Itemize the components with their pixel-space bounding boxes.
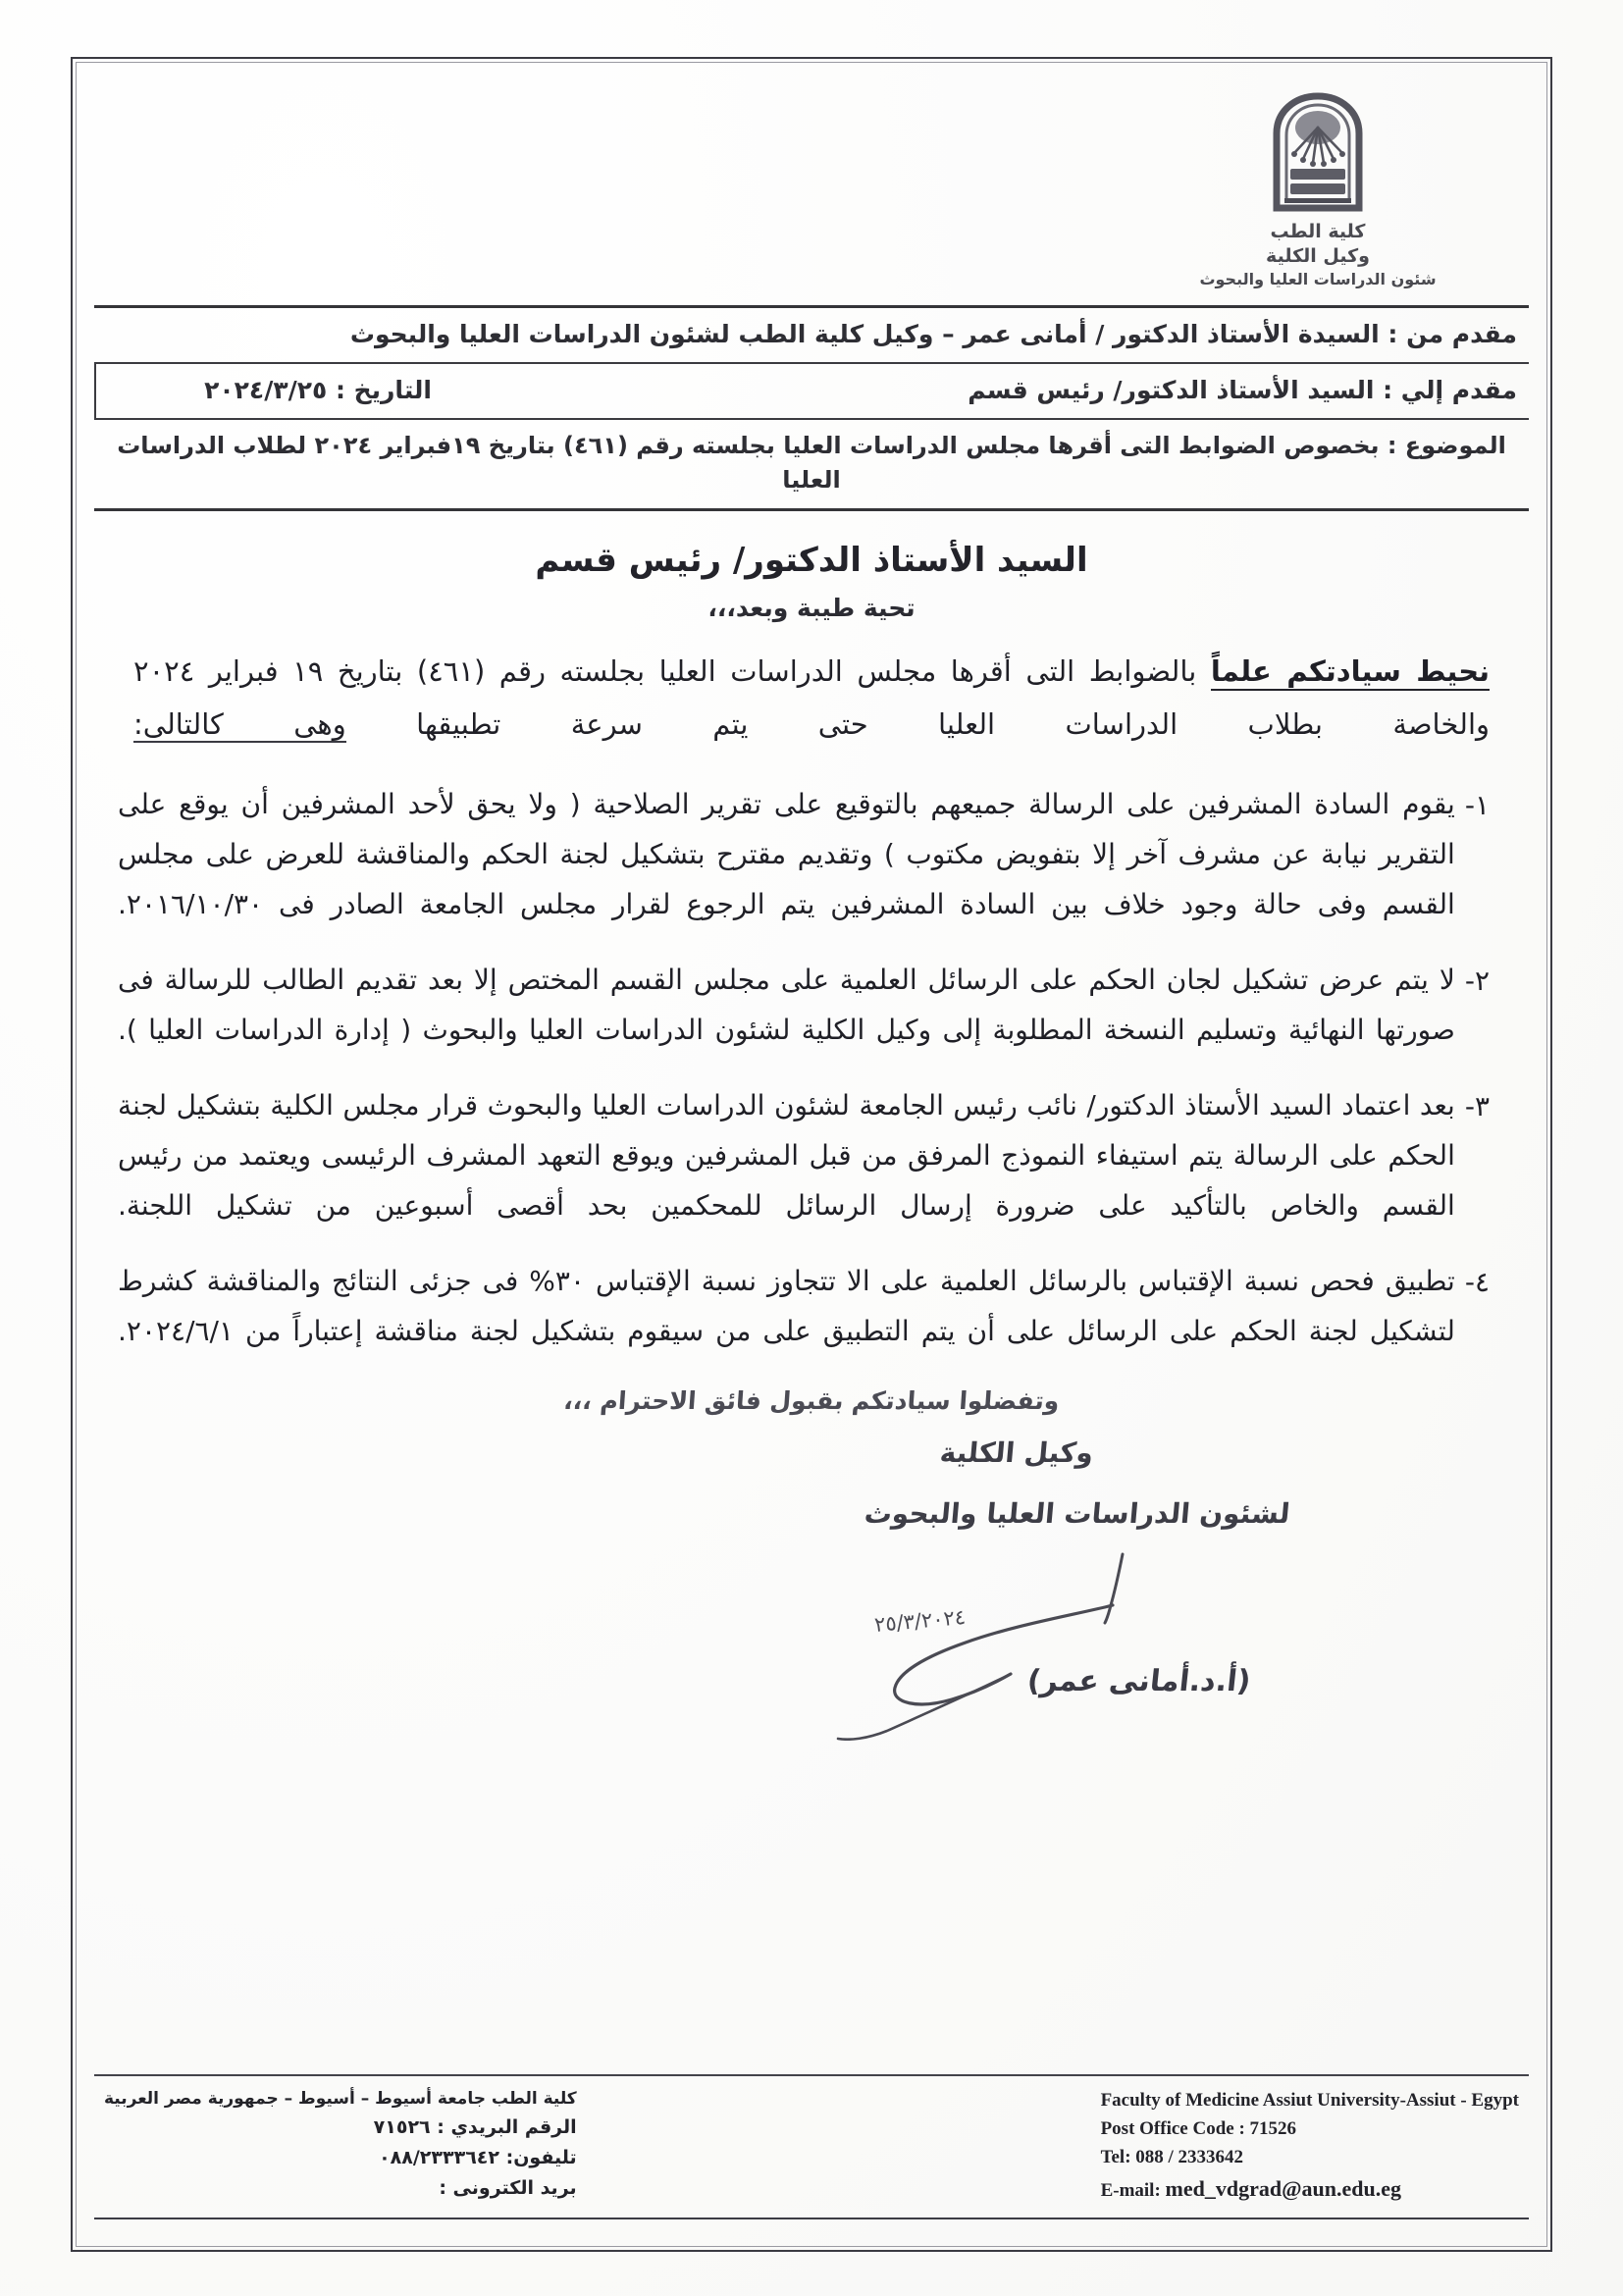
header-row-subject [94, 420, 1529, 508]
header-to-text: مقدم إلي : السيد الأستاذ الدكتور/ رئيس قسم [968, 376, 1517, 405]
footer-email-label: E-mail: [1100, 2179, 1161, 2201]
signature-title: وكيل الكلية [938, 1435, 1095, 1469]
intro-rest: بالضوابط التى أقرها مجلس الدراسات العليا بجلسته رقم (٤٦١) بتاريخ ١٩ فبراير ٢٠٢٤ والخاصة بطلاب الدراسات العليا حتى يتم سرعة تطبيقها [133, 653, 1490, 741]
item-text: تطبيق فحص نسبة الإقتباس بالرسائل العلمية على الا تتجاوز نسبة الإقتباس ٣٠% فى جزئى النتائج والمناقشة كشرط لتشكيل لجنة الحكم على الرسائل على أن يتم التطبيق على من سيقوم بتشكيل لجنة مناقشة إعتباراً من ٢٠٢٤/٦/١. [118, 1264, 1455, 1347]
footer-arabic-block [104, 2086, 577, 2204]
footer-ar-line-1: كلية الطب جامعة أسيوط – أسيوط – جمهورية مصر العربية [104, 2088, 577, 2109]
intro-paragraph [108, 646, 1515, 751]
addressee-line: السيد الأستاذ الدكتور/ رئيس قسم [535, 540, 1088, 580]
footer-divider-bottom [94, 2218, 1529, 2219]
item-number: ١- [1464, 789, 1490, 822]
list-item [118, 956, 1490, 1056]
item-number: ٣- [1464, 1089, 1490, 1122]
header-from-text: مقدم من : السيدة الأستاذ الدكتور / أمانى عمر – وكيل كلية الطب لشئون الدراسات العليا والبحوث [349, 320, 1517, 349]
footer-english-block [1101, 2086, 1519, 2206]
signature-name: (أ.د.أمانى عمر) [1024, 1663, 1252, 1698]
assiut-university-crest-icon [1265, 88, 1371, 214]
letterhead-line-department: شئون الدراسات العليا والبحوث [1199, 270, 1437, 289]
signature-block [108, 1436, 1515, 1750]
letterhead [1107, 75, 1529, 289]
signature-department: لشئون الدراسات العليا والبحوث [863, 1496, 1291, 1530]
intro-tail: وهى كالتالى: [133, 706, 346, 741]
letterhead-line-vicedean: وكيل الكلية [1266, 245, 1370, 268]
item-text: لا يتم عرض تشكيل لجان الحكم على الرسائل العلمية على مجلس القسم المختص إلا بعد تقديم الطالب للرسالة فى صورتها النهائية وتسليم النسخة المطلوبة إلى وكيل الكلية لشئون الدراسات العليا والبحوث ( إدارة الدراسات العليا ). [118, 964, 1455, 1046]
footer-en-line-2: Post Office Code : 71526 [1100, 2118, 1297, 2140]
memo-header-table [94, 305, 1529, 511]
list-item [118, 780, 1490, 930]
signature-date: ٢٥/٣/٢٠٢٤ [873, 1604, 967, 1637]
header-row-from [94, 308, 1529, 364]
letter-body [94, 541, 1529, 1750]
item-text: بعد اعتماد السيد الأستاذ الدكتور/ نائب رئيس الجامعة لشئون الدراسات العليا والبحوث قرار مجلس الكلية بتشكيل لجنة الحكم على الرسالة يتم استيفاء النموذج المرفق من قبل المشرفين ويوقع التعهد المشرف الرئيسى ويعتمد من رئيس القسم والخاص بالتأكيد على ضرورة إرسال الرسائل للمحكمين بحد أقصى أسبوعين من تشكيل اللجنة. [118, 1088, 1455, 1222]
footer-divider-top [94, 2074, 1529, 2076]
item-number: ٤- [1464, 1265, 1490, 1298]
footer-ar-line-3: تليفون: ٠٨٨/٢٣٣٣٦٤٢ [379, 2146, 577, 2168]
intro-emphasis: نحيط سيادتكم علماً [1211, 654, 1490, 691]
regulations-list [108, 780, 1515, 1357]
item-number: ٢- [1464, 965, 1490, 997]
footer-email-row [1101, 2172, 1519, 2206]
header-row-to-date [94, 364, 1529, 420]
greeting-line: تحية طيبة وبعد،،، [707, 593, 916, 622]
header-subject-text: الموضوع : بخصوص الضوابط التى أقرها مجلس الدراسات العليا بجلسته رقم (٤٦١) بتاريخ ١٩فبراير ٢٠٢٤ لطلاب الدراسات العليا [117, 432, 1506, 495]
header-date-text: التاريخ : ٢٠٢٤/٣/٢٥ [94, 364, 444, 418]
footer-email-value[interactable]: med_vdgrad@aun.edu.eg [1165, 2175, 1402, 2201]
item-text: يقوم السادة المشرفين على الرسالة جميعهم بالتوقيع على تقرير الصلاحية ( ولا يحق لأحد المشرفين أن يوقع على التقرير نيابة عن مشرف آخر إلا بتفويض مكتوب ) وتقديم مقترح بتشكيل لجنة الحكم والمناقشة للعرض على مجلس القسم وفى حالة وجود خلاف بين السادة المشرفين يتم الرجوع لقرار مجلس الجامعة الصادر فى ٢٠١٦/١٠/٣٠. [118, 788, 1455, 921]
list-item [118, 1081, 1490, 1231]
handwritten-signature-icon [828, 1544, 1338, 1741]
footer-en-line-3: Tel: 088 / 2333642 [1100, 2147, 1244, 2168]
closing-line: وتفضلوا سيادتكم بقبول فائق الاحترام ،،، [562, 1385, 1061, 1415]
footer-ar-line-2: الرقم البريدي : ٧١٥٢٦ [373, 2116, 577, 2139]
page-footer [94, 2074, 1529, 2219]
footer-ar-line-4: بريد الكترونى : [439, 2176, 577, 2199]
list-item [118, 1257, 1490, 1357]
letterhead-line-faculty: كلية الطب [1270, 221, 1366, 242]
footer-en-line-1: Faculty of Medicine Assiut University-Assiut - Egypt [1100, 2089, 1519, 2111]
